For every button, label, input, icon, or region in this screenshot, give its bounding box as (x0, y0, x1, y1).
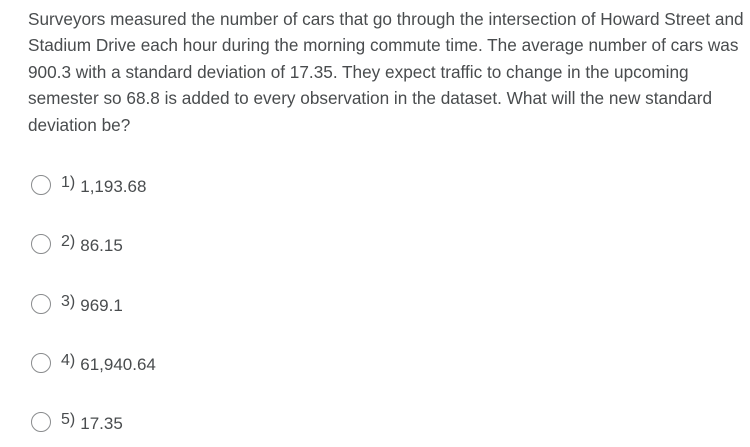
radio-button[interactable] (31, 234, 51, 254)
answer-option-5[interactable] (31, 409, 123, 435)
option-number: 1) (61, 174, 76, 191)
option-value: 86.15 (80, 236, 123, 255)
option-value: 17.35 (80, 414, 123, 433)
option-value: 969.1 (80, 296, 123, 315)
option-number: 3) (61, 293, 76, 310)
answer-option-1[interactable] (31, 172, 146, 198)
radio-button[interactable] (31, 294, 51, 314)
radio-button[interactable] (31, 353, 51, 373)
radio-button[interactable] (31, 175, 51, 195)
radio-button[interactable] (31, 412, 51, 432)
option-number: 2) (61, 233, 76, 250)
question-text: Surveyors measured the number of cars that go through the intersection of Howard Street and Stadium Drive each hour during the morning commute time. The average number of cars was 900.3 with a standard deviation of 17.35. They expect traffic to change in the upcoming semester so 68.8 is added to every observation in the dataset. What will the new standard deviation be? (28, 9, 744, 135)
option-number: 5) (61, 411, 76, 428)
option-number: 4) (61, 352, 76, 369)
option-value: 61,940.64 (80, 355, 156, 374)
answer-option-3[interactable] (31, 291, 123, 317)
answer-option-4[interactable] (31, 350, 156, 376)
option-value: 1,193.68 (80, 177, 147, 196)
answer-option-2[interactable] (31, 231, 123, 257)
